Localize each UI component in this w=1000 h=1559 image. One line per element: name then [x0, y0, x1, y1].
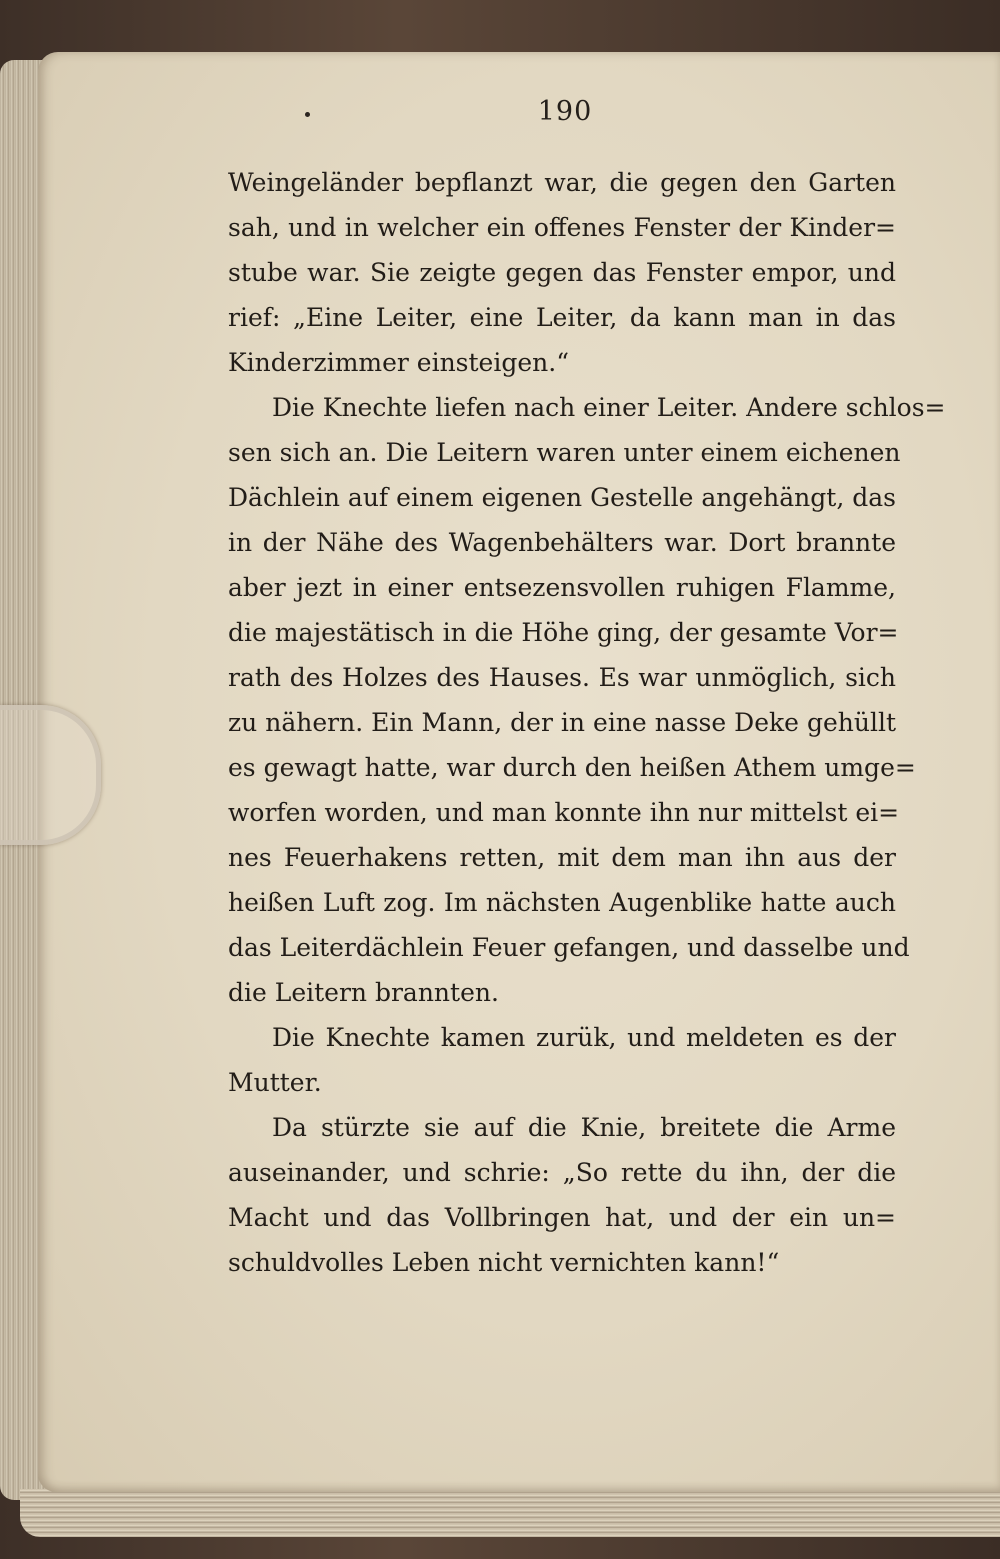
text-line: Weingeländer bepflanzt war, die gegen den Garten: [228, 168, 896, 197]
text-line: es gewagt hatte, war durch den heißen Athem umge=: [228, 753, 916, 782]
text-line: das Leiterdächlein Feuer gefangen, und dasselbe und: [228, 933, 910, 962]
text-line: Macht und das Vollbringen hat, und der ein un=: [228, 1203, 896, 1232]
text-line: rath des Holzes des Hauses. Es war unmöglich, sich: [228, 663, 896, 692]
text-line: die Leitern brannten.: [228, 978, 499, 1007]
text-line: aber jezt in einer entsezensvollen ruhigen Flamme,: [228, 573, 896, 602]
body-text: [228, 160, 946, 1285]
text-line: stube war. Sie zeigte gegen das Fenster empor, und: [228, 258, 896, 287]
text-line: zu nähern. Ein Mann, der in eine nasse Deke gehüllt: [228, 708, 896, 737]
text-line: Mutter.: [228, 1068, 322, 1097]
print-dot: [305, 112, 310, 117]
text-line: Kinderzimmer einsteigen.“: [228, 348, 569, 377]
text-line: Die Knechte liefen nach einer Leiter. Andere schlos=: [272, 393, 946, 422]
text-line: Da stürzte sie auf die Knie, breitete die Arme: [272, 1113, 896, 1142]
text-line: die majestätisch in die Höhe ging, der gesamte Vor=: [228, 618, 899, 647]
text-line: schuldvolles Leben nicht vernichten kann!“: [228, 1248, 780, 1277]
text-line: worfen worden, und man konnte ihn nur mittelst ei=: [228, 798, 900, 827]
text-line: auseinander, und schrie: „So rette du ihn, der die: [228, 1158, 896, 1187]
page-clip: [0, 705, 101, 845]
text-line: Die Knechte kamen zurük, und meldeten es der: [272, 1023, 896, 1052]
text-line: sah, und in welcher ein offenes Fenster der Kinder=: [228, 213, 896, 242]
text-line: heißen Luft zog. Im nächsten Augenblike hatte auch: [228, 888, 896, 917]
text-line: rief: „Eine Leiter, eine Leiter, da kann man in das: [228, 303, 896, 332]
page-number: 190: [537, 96, 593, 127]
text-line: in der Nähe des Wagenbehälters war. Dort brannte: [228, 528, 896, 557]
text-line: sen sich an. Die Leitern waren unter einem eichenen: [228, 438, 901, 467]
page-edges-bottom: [20, 1489, 1000, 1537]
text-line: nes Feuerhakens retten, mit dem man ihn aus der: [228, 843, 896, 872]
text-line: Dächlein auf einem eigenen Gestelle angehängt, das: [228, 483, 896, 512]
